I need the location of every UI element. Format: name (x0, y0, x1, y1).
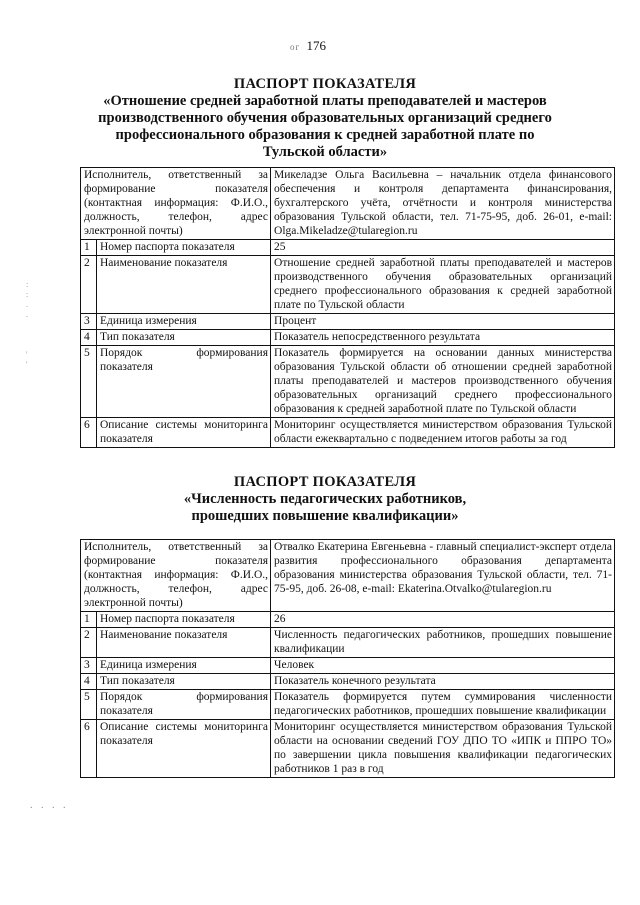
row-label: Единица измерения (97, 314, 271, 330)
passport-heading-1 (90, 76, 560, 161)
table-row (81, 658, 615, 674)
row-value: Мониторинг осуществляется министерством образования Тульской области на основании сведений ГОУ ДПО ТО «ИПК и ППРО ТО» по завершении цикла повышения квалификации педагогических работников 1 раз в год (271, 720, 615, 778)
executor-value: Отвалко Екатерина Евгеньевна - главный специалист-эксперт отдела развития профессионального образования департамента образования министерства образования Тульской области, тел. 71-75-95, доб. 26-08, e-mail: Ekaterina.Otvalko@tularegion.ru (271, 540, 615, 612)
row-value: Мониторинг осуществляется министерством образования Тульской области ежеквартально с подведением итогов работы за год (271, 418, 615, 448)
passport-heading-2 (90, 474, 560, 525)
row-label: Описание системы мониторинга показателя (97, 720, 271, 778)
row-value: Отношение средней заработной платы преподавателей и мастеров производственного обучения образовательных организаций среднего профессионального образования к средней заработной плате по Тульской области (271, 256, 615, 314)
row-value: Показатель конечного результата (271, 674, 615, 690)
passport-table-2 (80, 539, 615, 778)
row-value: 26 (271, 612, 615, 628)
row-number: 3 (81, 658, 97, 674)
table-row (81, 346, 615, 418)
table-row (81, 418, 615, 448)
row-value: Показатель формируется путем суммирования численности педагогических работников, прошедших повышение квалификации (271, 690, 615, 720)
passport-subtitle: «Отношение средней заработной платы преподавателей и мастеров производственного обучения образовательных организаций среднего профессионального образования к средней заработной плате по Тульской области» (98, 93, 552, 160)
passport-subtitle: «Численность педагогических работников, прошедших повышение квалификации» (183, 491, 467, 524)
row-label: Описание системы мониторинга показателя (97, 418, 271, 448)
row-number: 4 (81, 674, 97, 690)
executor-label: Исполнитель, ответственный за формирование показателя (контактная информация: Ф.И.О., должность, телефон, адрес электронной почты) (81, 168, 271, 240)
table-row (81, 720, 615, 778)
row-number: 6 (81, 720, 97, 778)
row-label: Единица измерения (97, 658, 271, 674)
row-number: 1 (81, 612, 97, 628)
row-label: Порядок формирования показателя (97, 690, 271, 720)
footer-scan-marks: . . . . (30, 800, 69, 811)
row-number: 2 (81, 256, 97, 314)
table-row (81, 628, 615, 658)
passport-title: ПАСПОРТ ПОКАЗАТЕЛЯ (233, 474, 417, 490)
table-row (81, 540, 615, 612)
table-row (81, 674, 615, 690)
table-row (81, 330, 615, 346)
table-row (81, 168, 615, 240)
table-row (81, 256, 615, 314)
row-value: Человек (271, 658, 615, 674)
passport-title: ПАСПОРТ ПОКАЗАТЕЛЯ (233, 76, 417, 92)
row-number: 5 (81, 346, 97, 418)
faint-stamp: ог (290, 42, 301, 52)
row-number: 1 (81, 240, 97, 256)
margin-scan-marks: : : . . ' ' (26, 280, 29, 369)
table-row (81, 240, 615, 256)
row-label: Номер паспорта показателя (97, 240, 271, 256)
row-label: Наименование показателя (97, 628, 271, 658)
row-number: 4 (81, 330, 97, 346)
row-value: Показатель формируется на основании данных министерства образования Тульской области об отношении средней заработной платы преподавателей и мастеров производственного обучения образовательных организаций среднего профессионального образования к средней заработной плате по Тульской области (271, 346, 615, 418)
row-number: 3 (81, 314, 97, 330)
row-value: 25 (271, 240, 615, 256)
row-value: Показатель непосредственного результата (271, 330, 615, 346)
row-number: 6 (81, 418, 97, 448)
row-value: Численность педагогических работников, прошедших повышение квалификации (271, 628, 615, 658)
executor-label: Исполнитель, ответственный за формирование показателя (контактная информация: Ф.И.О., должность, телефон, адрес электронной почты) (81, 540, 271, 612)
row-number: 2 (81, 628, 97, 658)
row-label: Наименование показателя (97, 256, 271, 314)
table-row (81, 612, 615, 628)
table-row (81, 314, 615, 330)
row-value: Процент (271, 314, 615, 330)
row-label: Порядок формирования показателя (97, 346, 271, 418)
row-label: Тип показателя (97, 330, 271, 346)
page-number-value: 176 (306, 38, 326, 53)
row-label: Номер паспорта показателя (97, 612, 271, 628)
table-row (81, 690, 615, 720)
executor-value: Микеладзе Ольга Васильевна – начальник отдела финансового обеспечения и контроля департамента финансирования, бухгалтерского учёта, отчётности и контроля министерства образования Тульской области, тел. 71-75-95, доб. 26-01, e-mail: Olga.Mikeladze@tularegion.ru (271, 168, 615, 240)
page-number (290, 38, 326, 54)
passport-table-1 (80, 167, 615, 448)
row-label: Тип показателя (97, 674, 271, 690)
row-number: 5 (81, 690, 97, 720)
